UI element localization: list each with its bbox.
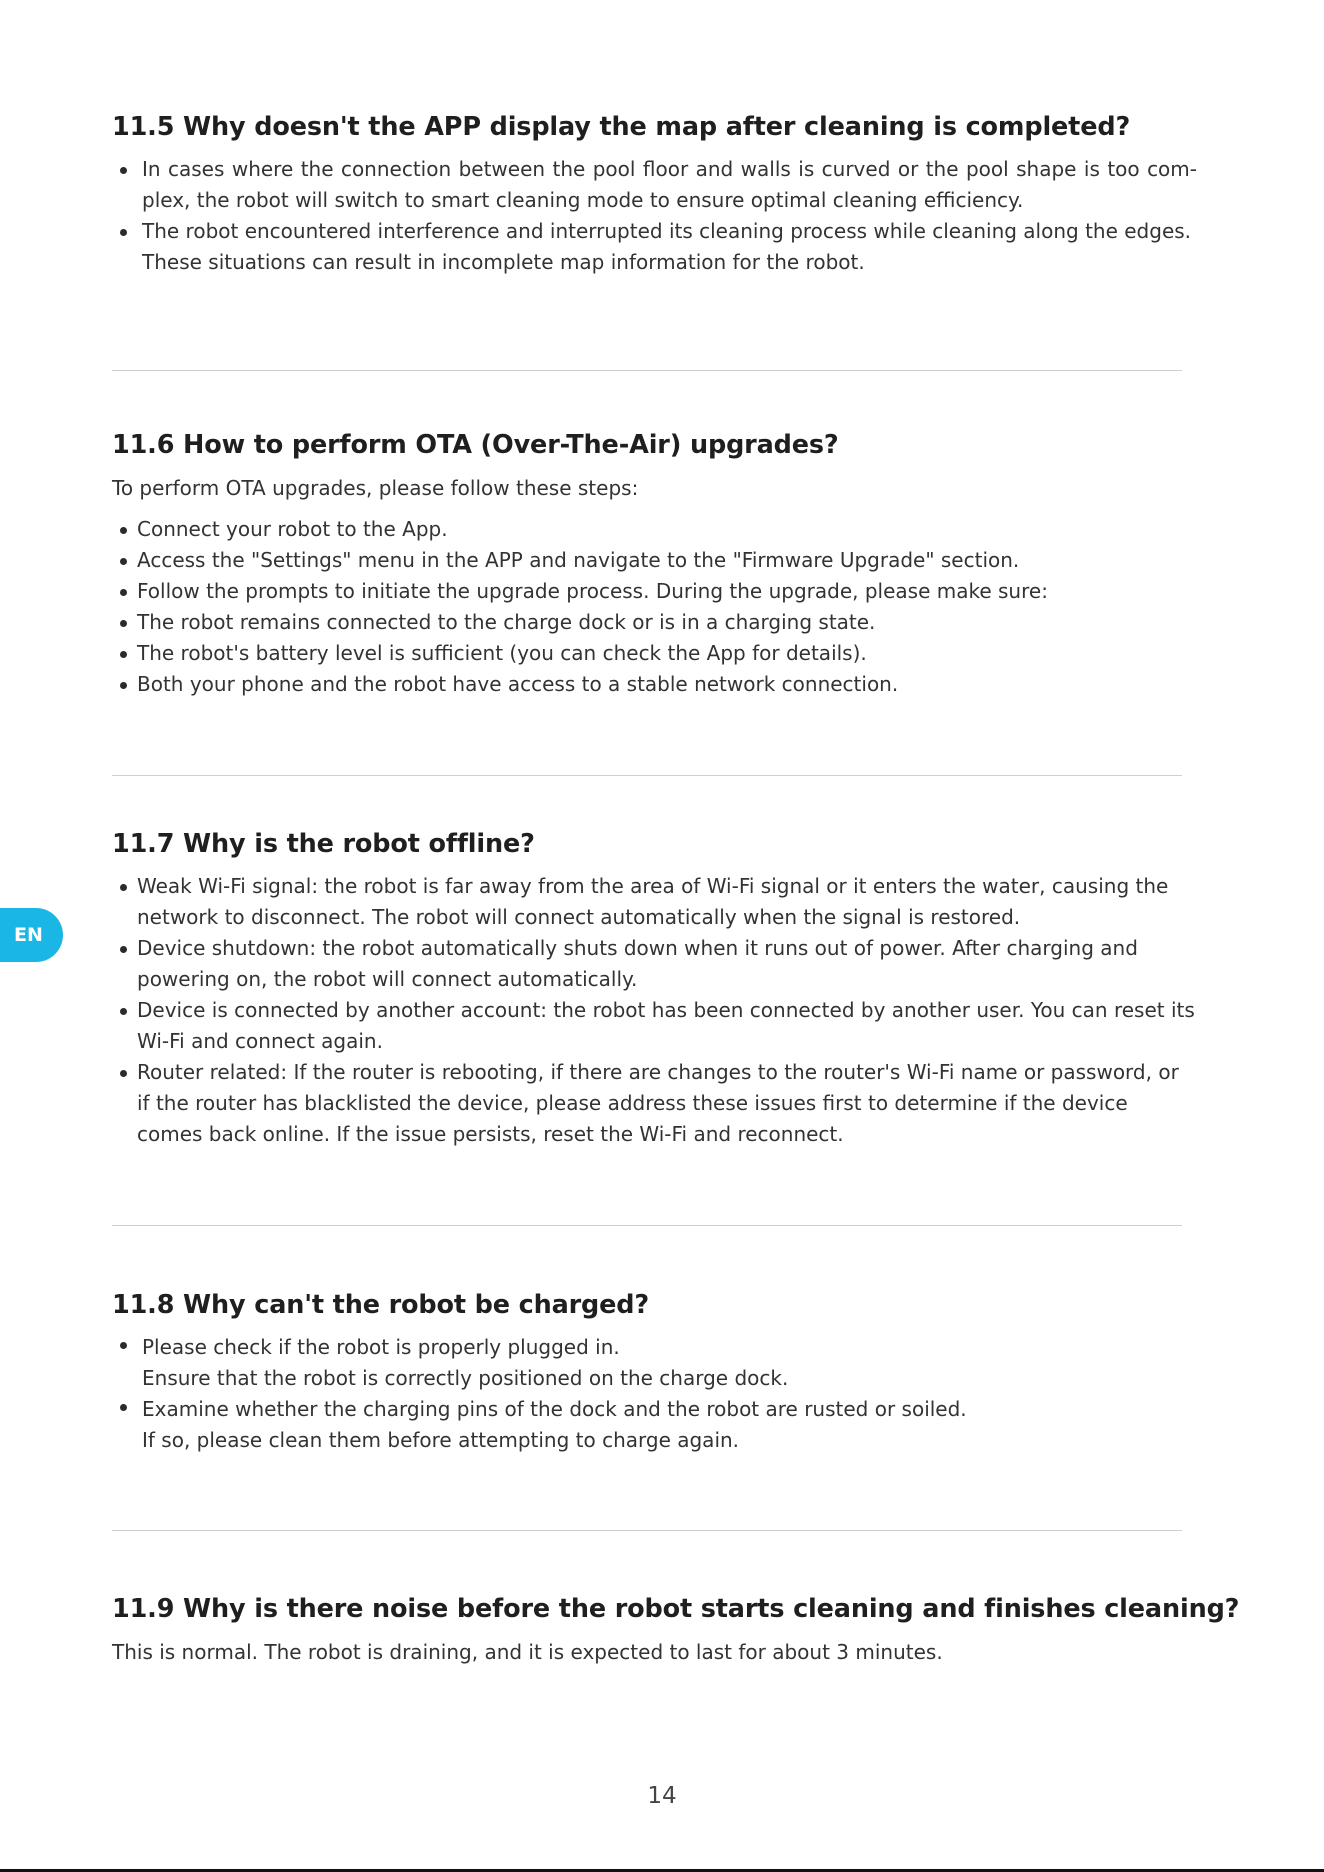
section-heading: 11.9 Why is there noise before the robot starts cleaning and finishes cleaning? bbox=[112, 1594, 1240, 1624]
list-item: Router related: If the router is rebooting, if there are changes to the router's Wi-Fi name or password, or if the router has blacklisted the device, please address these issues first to determine if the device comes back online. If the issue persists, reset the Wi-Fi and reconnect. bbox=[112, 1057, 1197, 1150]
bullet-list bbox=[112, 1332, 1197, 1456]
section-divider bbox=[112, 1530, 1182, 1531]
faq-section-11-5 bbox=[112, 110, 1197, 278]
section-heading: 11.8 Why can't the robot be charged? bbox=[112, 1290, 650, 1320]
bullet-icon bbox=[120, 558, 127, 565]
list-item: Weak Wi-Fi signal: the robot is far away from the area of Wi-Fi signal or it enters the water, causing the network to disconnect. The robot will connect automatically when the signal is restored. bbox=[112, 871, 1197, 933]
bullet-icon bbox=[120, 946, 127, 953]
bullet-icon bbox=[120, 651, 127, 658]
language-tab-en: EN bbox=[0, 908, 63, 962]
section-divider bbox=[112, 370, 1182, 371]
faq-section-11-7 bbox=[112, 827, 1197, 1150]
bullet-list bbox=[112, 871, 1197, 1150]
bullet-icon bbox=[120, 682, 127, 689]
list-item: Please check if the robot is properly plugged in. Ensure that the robot is correctly positioned on the charge dock. bbox=[112, 1332, 1197, 1394]
bullet-icon bbox=[120, 884, 127, 891]
list-item: The robot's battery level is sufficient (you can check the App for details). bbox=[112, 638, 1197, 669]
faq-section-11-8 bbox=[112, 1288, 1197, 1456]
bullet-icon bbox=[120, 1008, 127, 1015]
section-divider bbox=[112, 775, 1182, 776]
section-divider bbox=[112, 1225, 1182, 1226]
bullet-icon bbox=[120, 620, 127, 627]
bullet-icon bbox=[120, 1342, 127, 1349]
list-item: Device shutdown: the robot automatically shuts down when it runs out of power. After charging and powering on, the robot will connect automatically. bbox=[112, 933, 1197, 995]
list-item: The robot remains connected to the charge dock or is in a charging state. bbox=[112, 607, 1197, 638]
list-item: Follow the prompts to initiate the upgrade process. During the upgrade, please make sure: bbox=[112, 576, 1197, 607]
bullet-list bbox=[112, 154, 1197, 278]
list-item: In cases where the connection between the pool floor and walls is curved or the pool shape is too complex, the robot will switch to smart cleaning mode to ensure optimal cleaning efficiency. bbox=[112, 154, 1197, 216]
page-number: 14 bbox=[647, 1783, 677, 1809]
list-item: The robot encountered interference and interrupted its cleaning process while cleaning along the edges. bbox=[112, 216, 1197, 247]
faq-section-11-6 bbox=[112, 428, 1197, 700]
faq-section-11-9 bbox=[112, 1592, 1240, 1668]
bullet-icon bbox=[120, 589, 127, 596]
bullet-list bbox=[112, 514, 1197, 700]
section-heading: 11.5 Why doesn't the APP display the map after cleaning is completed? bbox=[112, 112, 1131, 142]
bullet-icon bbox=[120, 527, 127, 534]
bullet-icon bbox=[120, 1404, 127, 1411]
list-item: Access the "Settings" menu in the APP and navigate to the "Firmware Upgrade" section. bbox=[112, 545, 1197, 576]
bullet-icon bbox=[120, 1070, 127, 1077]
list-item: Both your phone and the robot have access to a stable network connection. bbox=[112, 669, 1197, 700]
list-item: Connect your robot to the App. bbox=[112, 514, 1197, 545]
section-intro: To perform OTA upgrades, please follow these steps: bbox=[112, 476, 639, 500]
bullet-icon bbox=[120, 229, 127, 236]
bullet-icon bbox=[120, 167, 127, 174]
list-note: These situations can result in incomplete map information for the robot. bbox=[142, 250, 865, 274]
section-intro: This is normal. The robot is draining, and it is expected to last for about 3 minutes. bbox=[112, 1640, 943, 1664]
list-item: Examine whether the charging pins of the dock and the robot are rusted or soiled. If so, please clean them before attempting to charge again. bbox=[112, 1394, 1197, 1456]
section-heading: 11.7 Why is the robot offline? bbox=[112, 829, 535, 859]
section-heading: 11.6 How to perform OTA (Over-The-Air) upgrades? bbox=[112, 430, 839, 460]
list-item: Device is connected by another account: the robot has been connected by another user. You can reset its Wi-Fi and connect again. bbox=[112, 995, 1197, 1057]
